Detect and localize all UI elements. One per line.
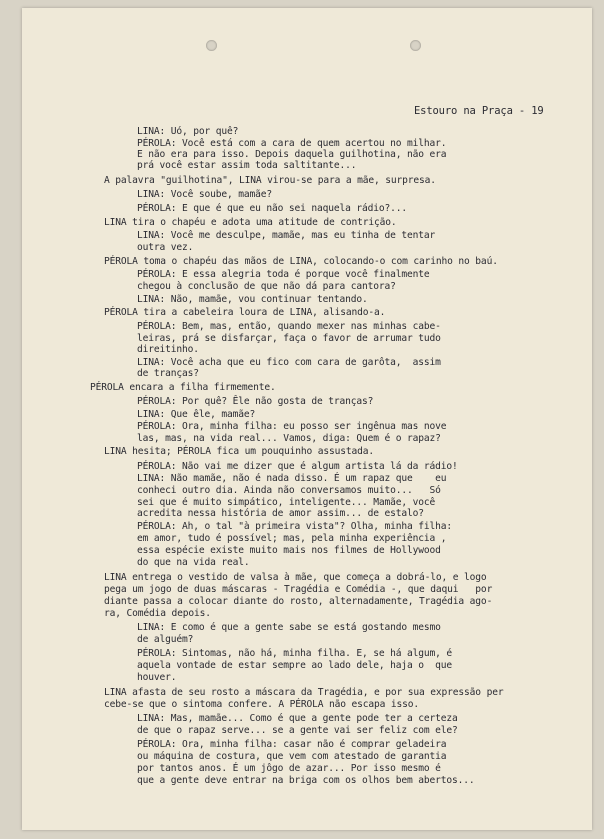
text-line: PÉROLA: Não vai me dizer que é algum artista lá da rádio! — [137, 461, 458, 472]
text-line: LINA: Você me desculpe, mamãe, mas eu tinha de tentar — [137, 230, 436, 241]
text-line: LINA: Você acha que eu fico com cara de garôta, assim — [137, 357, 441, 368]
text-line: pega um jogo de duas máscaras - Tragédia e Comédia -, que daqui por — [104, 584, 493, 595]
text-line: PÉROLA: E essa alegria toda é porque você finalmente — [137, 269, 430, 280]
text-line: de alguém? — [137, 634, 194, 645]
text-line: PÉROLA: Ora, minha filha: casar não é comprar geladeira — [137, 739, 447, 750]
text-line: PÉROLA: E que é que eu não sei naquela rádio?... — [137, 203, 408, 214]
text-line: LINA hesita; PÉROLA fica um pouquinho assustada. — [104, 446, 375, 457]
text-line: LINA: Mas, mamãe... Como é que a gente pode ter a certeza — [137, 713, 458, 724]
text-line: conheci outro dia. Ainda não conversamos muito... Só — [137, 485, 441, 496]
text-line: LINA: Uó, por quê? — [137, 126, 239, 137]
text-line: do que na vida real. — [137, 557, 250, 568]
text-line: PÉROLA tira a cabeleira loura de LINA, alisando-a. — [104, 307, 386, 318]
text-line: acredita nessa história de amor assim... de estalo? — [137, 508, 424, 519]
text-line: ra, Comédia depois. — [104, 608, 211, 619]
text-line: LINA afasta de seu rosto a máscara da Tragédia, e por sua expressão per — [104, 687, 504, 698]
text-line: PÉROLA: Você está com a cara de quem acertou no milhar. — [137, 138, 447, 149]
text-line: aquela vontade de estar sempre ao lado dele, haja o que — [137, 660, 453, 671]
typescript-body — [22, 8, 592, 830]
text-line: houver. — [137, 672, 177, 683]
page-header: Estouro na Praça - 19 — [414, 105, 544, 117]
text-line: cebe-se que o sintoma confere. A PÉROLA não escapa isso. — [104, 699, 420, 710]
text-line: chegou à conclusão de que não dá para cantora? — [137, 281, 396, 292]
text-line: PÉROLA: Ah, o tal "à primeira vista"? Olha, minha filha: — [137, 521, 453, 532]
text-line: leiras, prá se disfarçar, faça o favor de arrumar tudo — [137, 333, 441, 344]
text-line: las, mas, na vida real... Vamos, diga: Quem é o rapaz? — [137, 433, 441, 444]
text-line: LINA: Que êle, mamãe? — [137, 409, 256, 420]
text-line: que a gente deve entrar na briga com os olhos bem abertos... — [137, 775, 475, 786]
text-line: de tranças? — [137, 368, 199, 379]
text-line: essa espécie existe muito mais nos filmes de Hollywood — [137, 545, 441, 556]
text-line: LINA: Não mamãe, não é nada disso. É um rapaz que eu — [137, 473, 447, 484]
text-line: PÉROLA: Por quê? Êle não gosta de tranças? — [137, 396, 374, 407]
text-line: por tantos anos. É um jôgo de azar... Por isso mesmo é — [137, 763, 441, 774]
text-line: PÉROLA: Sintomas, não há, minha filha. E, se há algum, é — [137, 648, 453, 659]
text-line: LINA entrega o vestido de valsa à mãe, que começa a dobrá-lo, e logo — [104, 572, 487, 583]
text-line: PÉROLA toma o chapéu das mãos de LINA, colocando-o com carinho no baú. — [104, 256, 498, 267]
text-line: PÉROLA: Bem, mas, então, quando mexer nas minhas cabe- — [137, 321, 441, 332]
text-line: ou máquina de costura, que vem com atestado de garantia — [137, 751, 447, 762]
text-line: LINA tira o chapéu e adota uma atitude de contrição. — [104, 217, 397, 228]
text-line: A palavra "guilhotina", LINA virou-se para a mãe, surpresa. — [104, 175, 436, 186]
typewritten-page — [22, 8, 592, 830]
text-line: prá você estar assim toda saltitante... — [137, 160, 357, 171]
text-line: PÉROLA: Ora, minha filha: eu posso ser ingênua mas nove — [137, 421, 447, 432]
text-line: PÉROLA encara a filha firmemente. — [90, 382, 276, 393]
text-line: LINA: Não, mamãe, vou continuar tentando. — [137, 294, 368, 305]
text-line: diante passa a colocar diante do rosto, alternadamente, Tragédia ago- — [104, 596, 493, 607]
text-line: LINA: Você soube, mamãe? — [137, 189, 273, 200]
text-line: E não era para isso. Depois daquela guilhotina, não era — [137, 149, 447, 160]
text-line: outra vez. — [137, 242, 194, 253]
text-line: LINA: E como é que a gente sabe se está gostando mesmo — [137, 622, 441, 633]
text-line: sei que é muito simpático, inteligente... Mamãe, você — [137, 497, 436, 508]
text-line: de que o rapaz serve... se a gente vai ser feliz com ele? — [137, 725, 458, 736]
text-line: direitinho. — [137, 344, 199, 355]
text-line: em amor, tudo é possível; mas, pela minha experiência , — [137, 533, 447, 544]
